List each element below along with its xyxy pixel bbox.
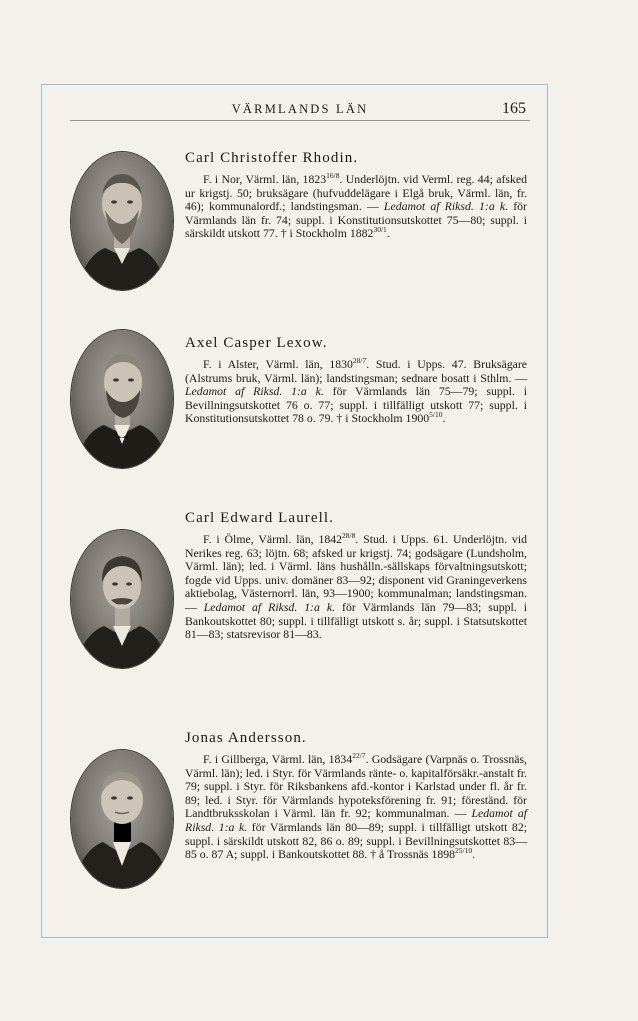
person-name: Carl Edward Laurell.: [185, 510, 335, 526]
entry-text: [185, 730, 527, 862]
portrait-photo: [71, 750, 173, 888]
biography-text: F. i Nor, Värml. län, $1823^{16/8}$. Underlöjtn. vid Verml. reg. 44; afsked ur krigstj. 50; bruksägare (hufvuddelägare i Elgå bruk, Värml. län, fr. 46); kommunalordf.; landstingsman. — Ledamot af Riksd. 1:a k. för Värmlands län fr. 74; suppl. i Konstitutionsutskottet 75—80; suppl. i särskildt utskott 77. † i Stockholm $1882^{30/1}$.: [185, 171, 528, 241]
biography-text: F. i Alster, Värml. län, $1830^{28/7}$. Stud. i Upps. 47. Bruksägare (Alstrums bruk, Värml. län); landstingsman; sednare bosatt i Sthlm. — Ledamot af Riksd. 1:a k. för Värmlands län 75—79; suppl. i Bevillningsutskottet 76 o. 77; suppl. i tillfälligt utskott 77; suppl. i Konstitutionsutskottet 78 o. 79. † i Stockholm $1900^{5/10}$.: [185, 356, 527, 426]
running-header: [70, 100, 530, 121]
portrait-photo-icon: [71, 330, 173, 468]
person-name: Axel Casper Lexow.: [185, 335, 328, 351]
portrait-photo-icon: [71, 152, 173, 290]
running-title: VÄRMLANDS LÄN: [231, 102, 369, 116]
page-number: 165: [502, 100, 526, 117]
entry-text: [185, 335, 527, 426]
entry-text: [185, 510, 527, 642]
portrait-photo: [71, 530, 173, 668]
portrait-photo: [71, 152, 173, 290]
person-name: Carl Christoffer Rhodin.: [185, 150, 359, 166]
portrait-photo: [71, 330, 173, 468]
biography-text: F. i Ölme, Värml. län, $1842^{28/8}$. Stud. i Upps. 61. Underlöjtn. vid Nerikes reg. 63; löjtn. 68; afsked ur krigstj. 74; godsägare (Lundsholm, Värml. län); led. i Värml. läns hushålln.-sällskaps förvaltningsutskott; fogde vid Upps. univ. domäner 83—92; disponent vid Graningeverkens aktiebolag, Västernorrl. län, 93—1900; kommunalman; landstingsman. — Ledamot af Riksd. 1:a k. för Värmlands län 79—83; suppl. i Bankoutskottet 80; suppl. i tillfälligt utskott s. år; suppl. i Statsutskottet 81—83; statsrevisor 81—83.: [185, 531, 527, 642]
portrait-photo-icon: [71, 530, 173, 668]
portrait-photo-icon: [71, 750, 173, 888]
biography-text: F. i Gillberga, Värml. län, $1834^{22/7}$. Godsägare (Varpnäs o. Trossnäs, Värml. län); led. i Styr. för Värmlands ränte- o. kapitalförsäkr.-anstalt fr. 79; suppl. i Styr. för Riksbankens afd.-kontor i Karlstad under fl. år fr. 89; led. i Styr. för Värmlands hypoteksförening fr. 91; föreständ. för Landtbruksskolan i Värml. län fr. 92; kommunalman. — Ledamot af Riksd. 1:a k. för Värmlands län 80—89; suppl. i tillfälligt utskott 82; suppl. i särskildt utskott 82, 86 o. 89; suppl. i Bevillningsutskottet 83—85 o. 87 A; suppl. i Bankoutskottet 88. † å Trossnäs $1898^{25/10}$.: [185, 751, 527, 862]
person-name: Jonas Andersson.: [185, 730, 307, 746]
entry-text: [185, 150, 527, 241]
